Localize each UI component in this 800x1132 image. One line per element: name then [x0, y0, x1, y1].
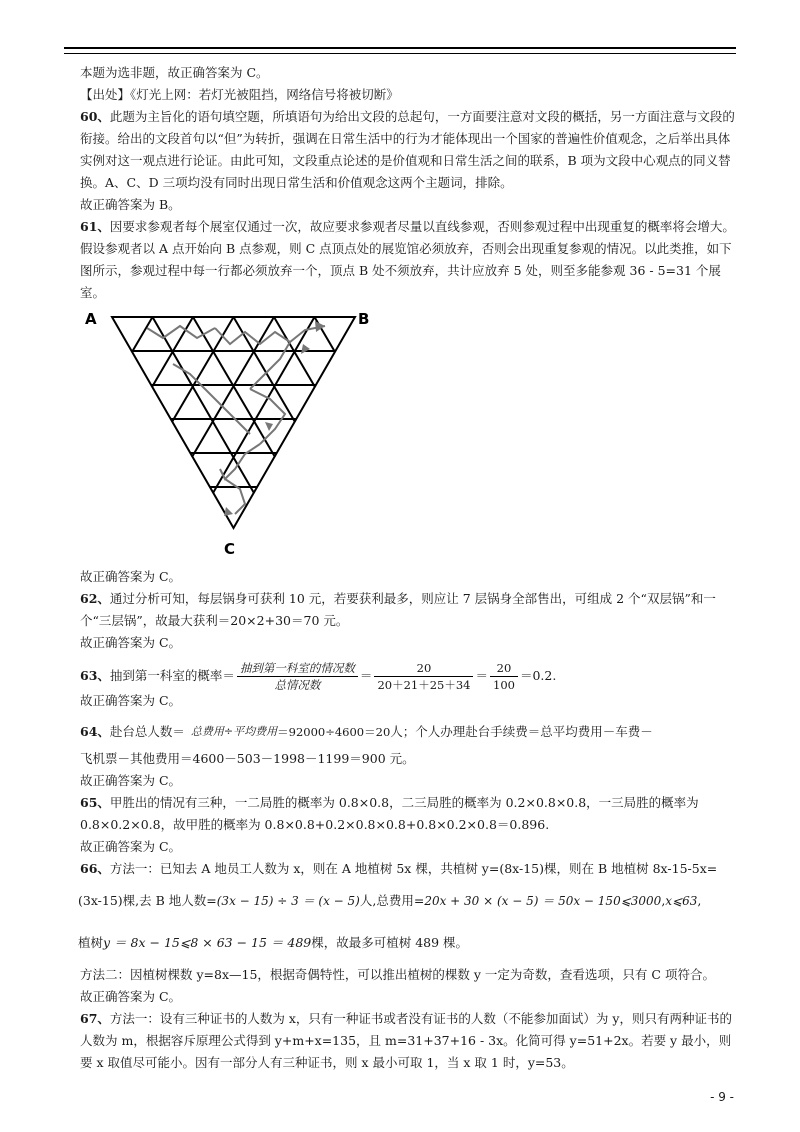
q66-line2-math2: 20x + 30 × (x − 5) ＝ 50x − 150⩽3000 [424, 894, 662, 908]
q61-paragraph [80, 216, 740, 304]
q66-paragraph [80, 858, 740, 880]
q60-answer: 故正确答案为 B。 [80, 197, 181, 212]
q63-fraction-1 [237, 660, 358, 693]
q66-line3 [78, 922, 740, 964]
q61-text: 因要求参观者每个展室仅通过一次，故应要求参观者尽量以直线参观，否则参观过程中出现重复的概率将会增大。假设参观者以 A 点开始向 B 点参观，则 C 点顶点处的展览馆必须放弃，否则会出现重复参观的情况。以此类推，如下图所示，参观过程中每一行都必须放弃一个，顶点 B 处不须放弃，共计应放弃 5 处，则至多能参观 36 - 5=31 个展室。 [80, 219, 735, 300]
q63-fraction-3 [490, 660, 518, 693]
q66-line2-math1: (3x − 15) ÷ 3 ＝ (x − 5) [216, 894, 360, 908]
q67-number: 67、 [80, 1011, 110, 1026]
triangle-grid-figure [85, 304, 385, 566]
q63-frac3-numerator: 20 [490, 660, 518, 677]
q66-line2-c: , [661, 893, 666, 908]
q66-answer: 故正确答案为 C。 [80, 989, 182, 1004]
q64-formula: ＝92000÷4600＝20 [277, 725, 391, 739]
page-number: - 9 - [710, 1090, 734, 1104]
source-line: 【出处】《灯光上网：若灯光被阻挡，网络信号将被切断》 [80, 87, 399, 102]
q66-line2-math3: x⩽63 [665, 894, 698, 908]
q66-method2: 方法二：因植树棵数 y=8x—15，根据奇偶特性，可以推出植树的棵数 y 一定为奇数，查看选项，只有 C 项符合。 [80, 967, 715, 982]
q64-formula-line [80, 712, 740, 752]
q64-number: 64、 [80, 724, 110, 739]
q62-number: 62、 [80, 591, 110, 606]
q63-eq1: ＝ [359, 668, 373, 683]
q62-answer: 故正确答案为 C。 [80, 635, 182, 650]
q63-number: 63、 [80, 668, 110, 683]
page-content [80, 62, 740, 1074]
q66-line2 [78, 880, 740, 922]
q66-line2-b: 人,总费用= [359, 893, 425, 908]
q63-frac3-denominator: 100 [493, 677, 515, 692]
triangle-diagram [80, 304, 740, 566]
q62-paragraph [80, 588, 740, 632]
q64-formula-hand: 总费用÷平均费用 [190, 725, 278, 738]
q60-number: 60、 [80, 109, 110, 124]
q63-frac2-numerator: 20 [374, 660, 473, 677]
triangle-grid-lines [112, 317, 355, 528]
label-a: A [85, 310, 97, 328]
q64-lead: 赴台总人数＝ [109, 724, 185, 739]
q66-line3-math: y ＝ 8x − 15⩽8 × 63 − 15 ＝ 489 [103, 935, 312, 950]
q62-text: 通过分析可知，每层锅身可获利 10 元，若要获利最多，则应让 7 层锅身全部售出，可组成 2 个“双层锅”和一个“三层锅”，故最大获利＝20×2+30＝70 元。 [80, 591, 716, 628]
q65-answer: 故正确答案为 C。 [80, 839, 182, 854]
label-c: C [224, 540, 236, 558]
q64-line2: 飞机票－其他费用＝4600－503－1998－1199＝900 元。 [80, 751, 415, 766]
q67-text: 方法一：设有三种证书的人数为 x，只有一种证书或者没有证书的人数（不能参加面试）为 y，则只有两种证书的人数为 m，根据容斥原理公式得到 y+m+x=135，且 m=31+37+16 - 3x。化简可得 y=51+2x。若要 y 最小，则要 x 取值尽可能小。因有一部分人有三种证书，则 x 最小可取 1，当 x 取 1 时，y=53。 [80, 1011, 732, 1070]
header-rule-thick [64, 47, 736, 49]
q66-number: 66、 [80, 861, 110, 876]
q65-number: 65、 [80, 795, 110, 810]
q63-tail: ＝0.2. [519, 668, 557, 683]
q63-fraction-2 [374, 660, 473, 693]
q67-paragraph [80, 1008, 740, 1074]
label-b: B [358, 310, 370, 328]
header-rule-thin [64, 53, 736, 54]
q66-line3-b: 棵，故最多可植树 489 棵。 [311, 935, 469, 950]
q64-answer: 故正确答案为 C。 [80, 773, 182, 788]
q66-text1: 方法一：已知去 A 地员工人数为 x，则在 A 地植树 5x 棵，共植树 y=(8x-15)棵，则在 B 地植树 8x-15-5x= [109, 861, 718, 876]
q63-frac1-denominator: 总情况数 [274, 677, 321, 692]
q63-lead: 抽到第一科室的概率＝ [109, 668, 235, 683]
q66-line2-d: , [697, 893, 702, 908]
q61-number: 61、 [80, 219, 110, 234]
answer-line: 本题为选非题，故正确答案为 C。 [80, 65, 269, 80]
q64-tail: 人；个人办理赴台手续费＝总平均费用－车费－ [390, 724, 653, 739]
q65-text: 甲胜出的情况有三种，一二局胜的概率为 0.8×0.8，二三局胜的概率为 0.2×0.8×0.8，一三局胜的概率为 0.8×0.2×0.8，故甲胜的概率为 0.8×0.8+0.2×0.8×0.8+0.8×0.2×0.8＝0.896. [80, 795, 699, 832]
q63-frac1-numerator: 抽到第一科室的情况数 [237, 660, 358, 677]
q66-line2-a: (3x-15)棵,去 B 地人数= [78, 893, 217, 908]
q63-frac2-denominator: 20＋21＋25＋34 [377, 677, 471, 692]
q60-paragraph [80, 106, 740, 194]
q60-text: 此题为主旨化的语句填空题，所填语句为给出文段的总起句，一方面要注意对文段的概括，另一方面注意与文段的衔接。给出的文段首句以“但”为转折，强调在日常生活中的行为才能体现出一个国家的普遍性价值观念，之后举出具体实例对这一观点进行论证。由此可知，文段重点论述的是价值观和日常生活之间的联系，B 项为文段中心观点的同义替换。A、C、D 三项均没有同时出现日常生活和价值观念这两个主题词，排除。 [80, 109, 735, 190]
q65-paragraph [80, 792, 740, 836]
q63-eq2: ＝ [475, 668, 488, 683]
q61-answer: 故正确答案为 C。 [80, 569, 182, 584]
q66-line3-a: 植树 [78, 935, 104, 950]
q63-answer: 故正确答案为 C。 [80, 693, 182, 708]
